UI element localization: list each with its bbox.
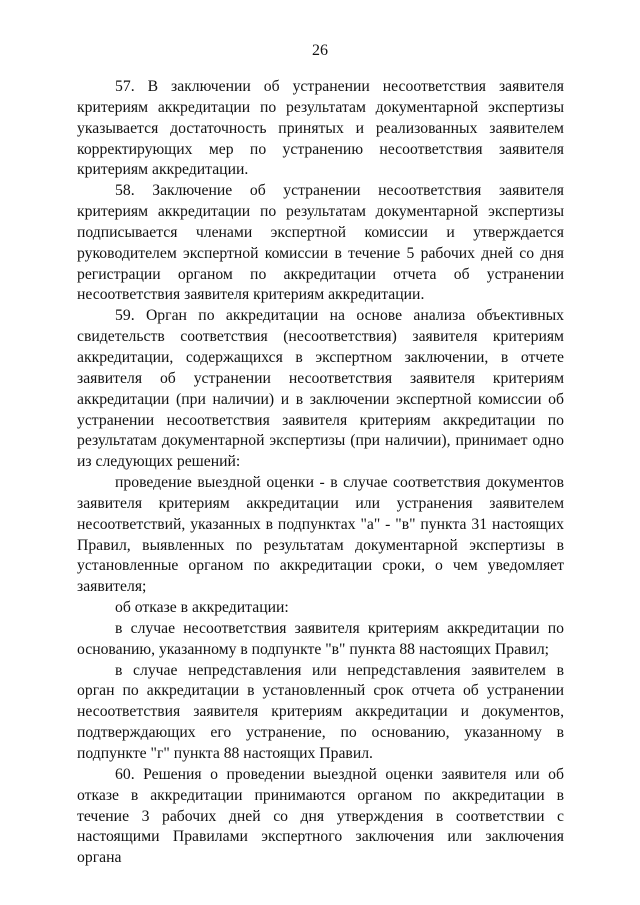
paragraph-60: 60. Решения о проведении выездной оценки заявителя или об отказе в аккредитации принимаются органом по аккредитации в течение 3 рабочих дней со дня утверждения в соответствии с настоящими Правилами экспертного заключения или заключения органа xyxy=(77,765,564,867)
paragraph-59-refusal-case-2: в случае непредставления или непредставления заявителем в орган по аккредитации в установленный срок отчета об устранении несоответствия заявителя критериям аккредитации и документов, подтверждающих его устранение, по основанию, указанному в подпункте "г" пункта 88 настоящих Правил. xyxy=(77,661,564,762)
page-number: 26 xyxy=(312,42,328,59)
paragraph-59: 59. Орган по аккредитации на основе анализа объективных свидетельств соответствия (несоответствия) заявителя критериям аккредитации, содержащихся в экспертном заключении, в отчете заявителя об устранении несоответствия заявителя критериям аккредитации (при наличии) и в заключении экспертной комиссии об устранении несоответствия заявителя критериям аккредитации по результатам документарной экспертизы (при наличии), принимает одно из следующих решений: xyxy=(77,307,564,471)
paragraph-57: 57. В заключении об устранении несоответствия заявителя критериям аккредитации по результатам документарной экспертизы указывается достаточность принятых и реализованных заявителем корректирующих мер по устранению несоответствия заявителя критериям аккредитации. xyxy=(77,78,564,179)
paragraph-59-option-refusal: об отказе в аккредитации: xyxy=(115,599,289,617)
document-body xyxy=(77,77,564,869)
paragraph-59-refusal-case-1: в случае несоответствия заявителя критериям аккредитации по основанию, указанному в подпункте "в" пункта 88 настоящих Правил; xyxy=(77,619,564,658)
paragraph-59-option-onsite: проведение выездной оценки - в случае соответствия документов заявителя критериям аккредитации или устранения заявителем несоответствий, указанных в подпунктах "а" - "в" пункта 31 настоящих Правил, выявленных по результатам документарной экспертизы в установленные органом по аккредитации сроки, о чем уведомляет заявителя; xyxy=(77,474,564,596)
paragraph-58: 58. Заключение об устранении несоответствия заявителя критериям аккредитации по результатам документарной экспертизы подписывается членами экспертной комиссии и утверждается руководителем экспертной комиссии в течение 5 рабочих дней со дня регистрации органом по аккредитации отчета об устранении несоответствия заявителя критериям аккредитации. xyxy=(77,182,564,304)
